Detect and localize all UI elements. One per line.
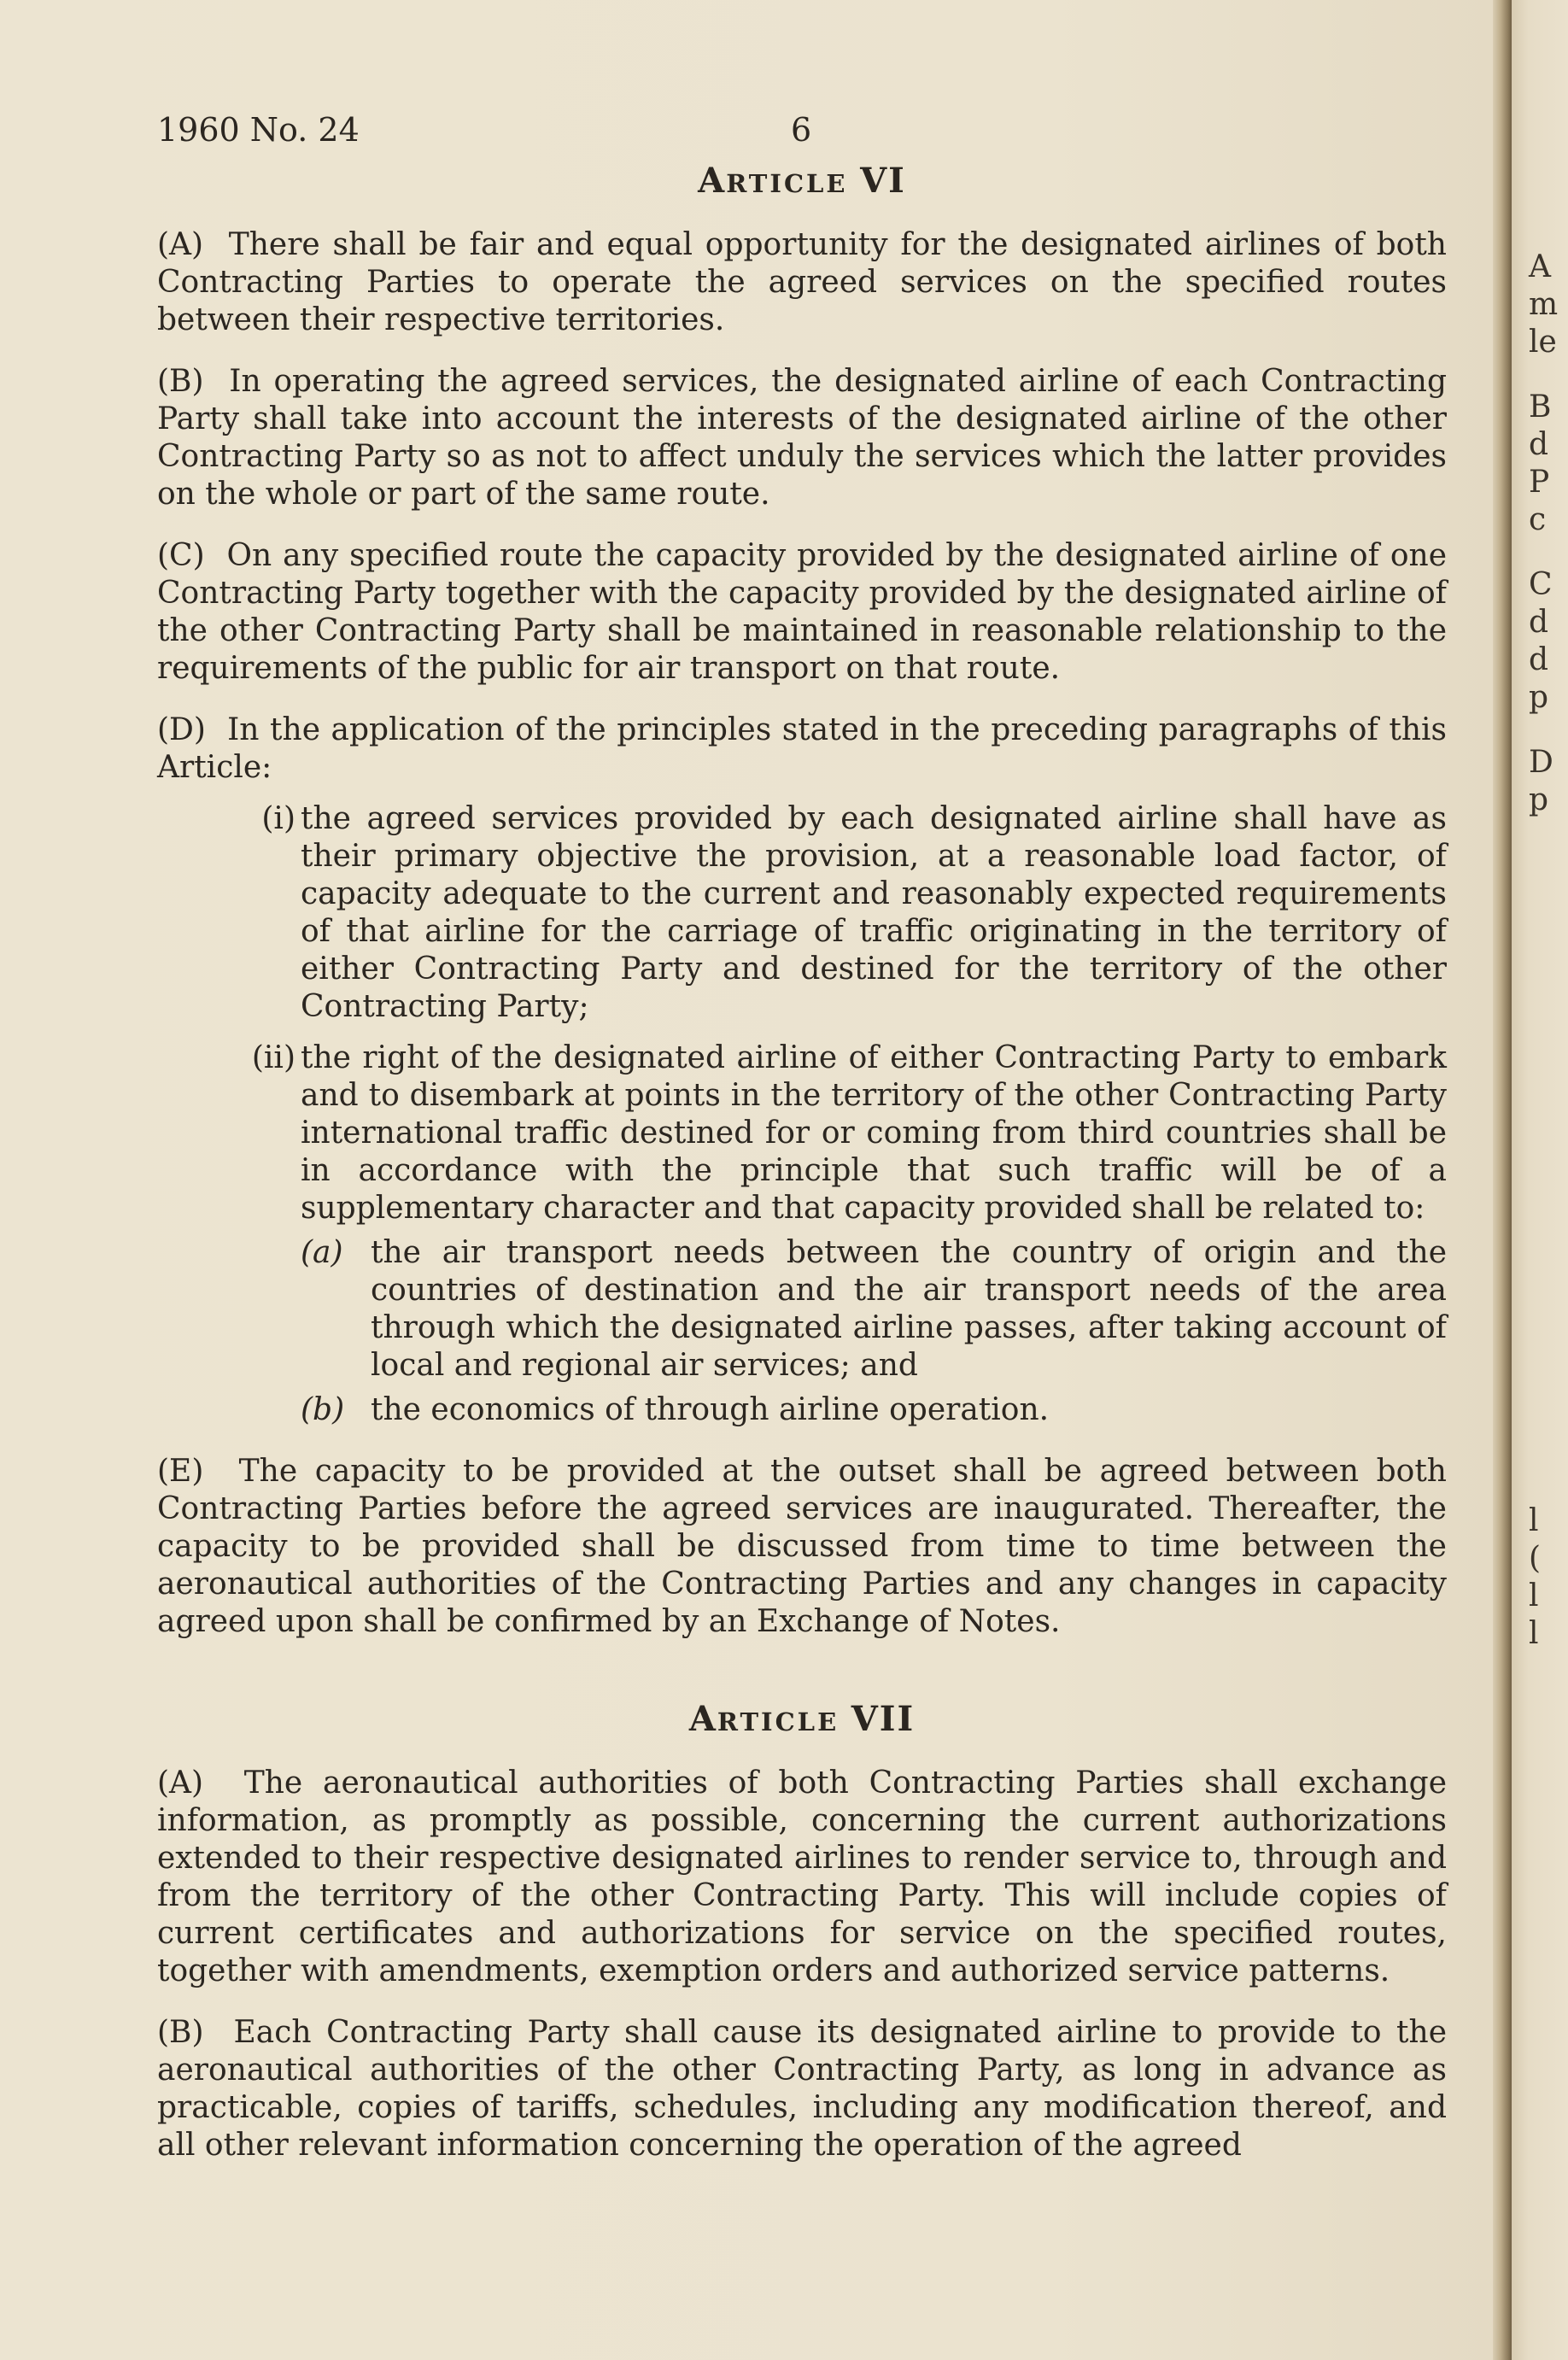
paragraph-text: On any specified route the capacity provided by the designated airline of one Contracting Party together with the capacity provided by the designated airline of the other Contracting Party shall be maintained in reasonable relationship to the requirements of the public for air transport on that route. [157,538,1447,686]
subparagraph-label: (ii) [251,1040,295,1075]
paragraph-text: In operating the agreed services, the designated airline of each Contracting Party shall take into account the interests of the designated airline of the other Contracting Party so as not to affect unduly the services which the latter provides on the whole or part of the same route. [157,364,1448,512]
article-6-paragraph-e [157,1453,1447,1641]
article-6-subparagraph-i [157,800,1447,1026]
adjacent-text-fragment: A [1529,249,1551,284]
adjacent-text-fragment: p [1529,680,1549,715]
adjacent-text-fragment: l [1529,1503,1539,1538]
paragraph-text: There shall be fair and equal opportunity for the designated airlines of both Contracting Parties to operate the agreed services on the specified routes between their respective territories. [157,227,1447,337]
article-6-paragraph-a [157,226,1447,339]
article-6-paragraph-c [157,537,1447,688]
article-6-paragraph-b [157,363,1447,513]
article-6-paragraph-d [157,712,1447,787]
paragraph-label: (B) [157,2015,204,2050]
adjacent-text-fragment: d [1529,605,1549,640]
adjacent-text-fragment: d [1529,427,1549,462]
adjacent-text-fragment: m [1529,287,1559,322]
paragraph-label: (C) [157,538,205,573]
adjacent-text-fragment: le [1529,325,1557,360]
page-content [157,111,1447,2164]
item-text: the economics of through airline operation. [371,1392,1050,1427]
page-number: 6 [791,111,812,149]
heading-initial: A [688,1699,717,1739]
adjacent-text-fragment: ( [1529,1541,1542,1576]
paragraph-label: (A) [157,1766,204,1801]
adjacent-text-fragment: p [1529,782,1549,817]
adjacent-text-fragment: l [1529,1578,1539,1613]
article-6-item-b [157,1391,1447,1429]
book-gutter [1493,0,1512,2360]
adjacent-text-fragment: C [1529,567,1553,602]
heading-initial: A [698,161,727,201]
article-6-heading [157,162,1447,202]
item-text: the air transport needs between the country of origin and the countries of destination and the air transport needs of the area through which the designated airline passes, after taking account of local and regional air services; and [371,1235,1447,1383]
adjacent-text-fragment: D [1529,745,1553,780]
subparagraph-text: the right of the designated airline of either Contracting Party to embark and to disembark at points in the territory of the other Contracting Party international traffic destined for or coming from third countries shall be in accordance with the principle that such traffic will be of a supplementary character and that capacity provided shall be related to: [301,1040,1447,1226]
item-label: (b) [301,1392,345,1427]
section-spacer [157,1641,1447,1701]
adjacent-text-fragment: d [1529,642,1549,677]
paragraph-label: (E) [157,1454,204,1489]
paragraph-text: In the application of the principles stated in the preceding paragraphs of this Article: [157,712,1447,785]
paragraph-text: The capacity to be provided at the outset shall be agreed between both Contracting Parties before the agreed services are inaugurated. Thereafter, the capacity to be provided shall be discussed from time to time between the aeronautical authorities of the Contracting Parties and any changes in capacity agreed upon shall be confirmed by an Exchange of Notes. [157,1454,1447,1639]
item-label: (a) [301,1235,343,1270]
paragraph-label: (D) [157,712,206,747]
page-header [157,111,1447,162]
heading-numeral: VII [851,1699,916,1739]
document-reference: 1960 No. 24 [157,111,360,149]
adjacent-text-fragment: P [1529,465,1550,500]
adjacent-text-fragment: l [1529,1616,1539,1651]
paragraph-text: Each Contracting Party shall cause its designated airline to provide to the aeronautical authorities of the other Contracting Party, as long in advance as practicable, copies of tariffs, schedules, including any modification thereof, and all other relevant information concerning the operation of the agreed [157,2015,1448,2163]
heading-numeral: VI [860,161,906,201]
adjacent-page-edge [1512,0,1568,2360]
article-6-item-a [157,1234,1447,1385]
subparagraph-label: (i) [261,801,295,836]
paragraph-label: (B) [157,364,204,399]
adjacent-text-fragment: c [1529,502,1547,537]
paragraph-text: The aeronautical authorities of both Contracting Parties shall exchange information, as promptly as possible, concerning the current authorizations extended to their respective designated airlines to render service to, through and from the territory of the other Contracting Party. This will include copies of current certificates and authorizations for service on the specified routes, together with amendments, exemption orders and authorized service patterns. [157,1766,1447,1988]
heading-word: RTICLE [726,169,848,198]
heading-word: RTICLE [717,1707,840,1736]
article-7-paragraph-b [157,2014,1447,2164]
adjacent-text-fragment: B [1529,389,1552,425]
article-7-paragraph-a [157,1765,1447,1990]
article-6-subparagraph-ii [157,1039,1447,1227]
paragraph-label: (A) [157,227,204,262]
subparagraph-text: the agreed services provided by each designated airline shall have as their primary objective the provision, at a reasonable load factor, of capacity adequate to the current and reasonably expected requirements of that airline for the carriage of traffic originating in the territory of either Contracting Party and destined for the territory of the other Contracting Party; [301,801,1447,1024]
article-7-heading [157,1701,1447,1741]
